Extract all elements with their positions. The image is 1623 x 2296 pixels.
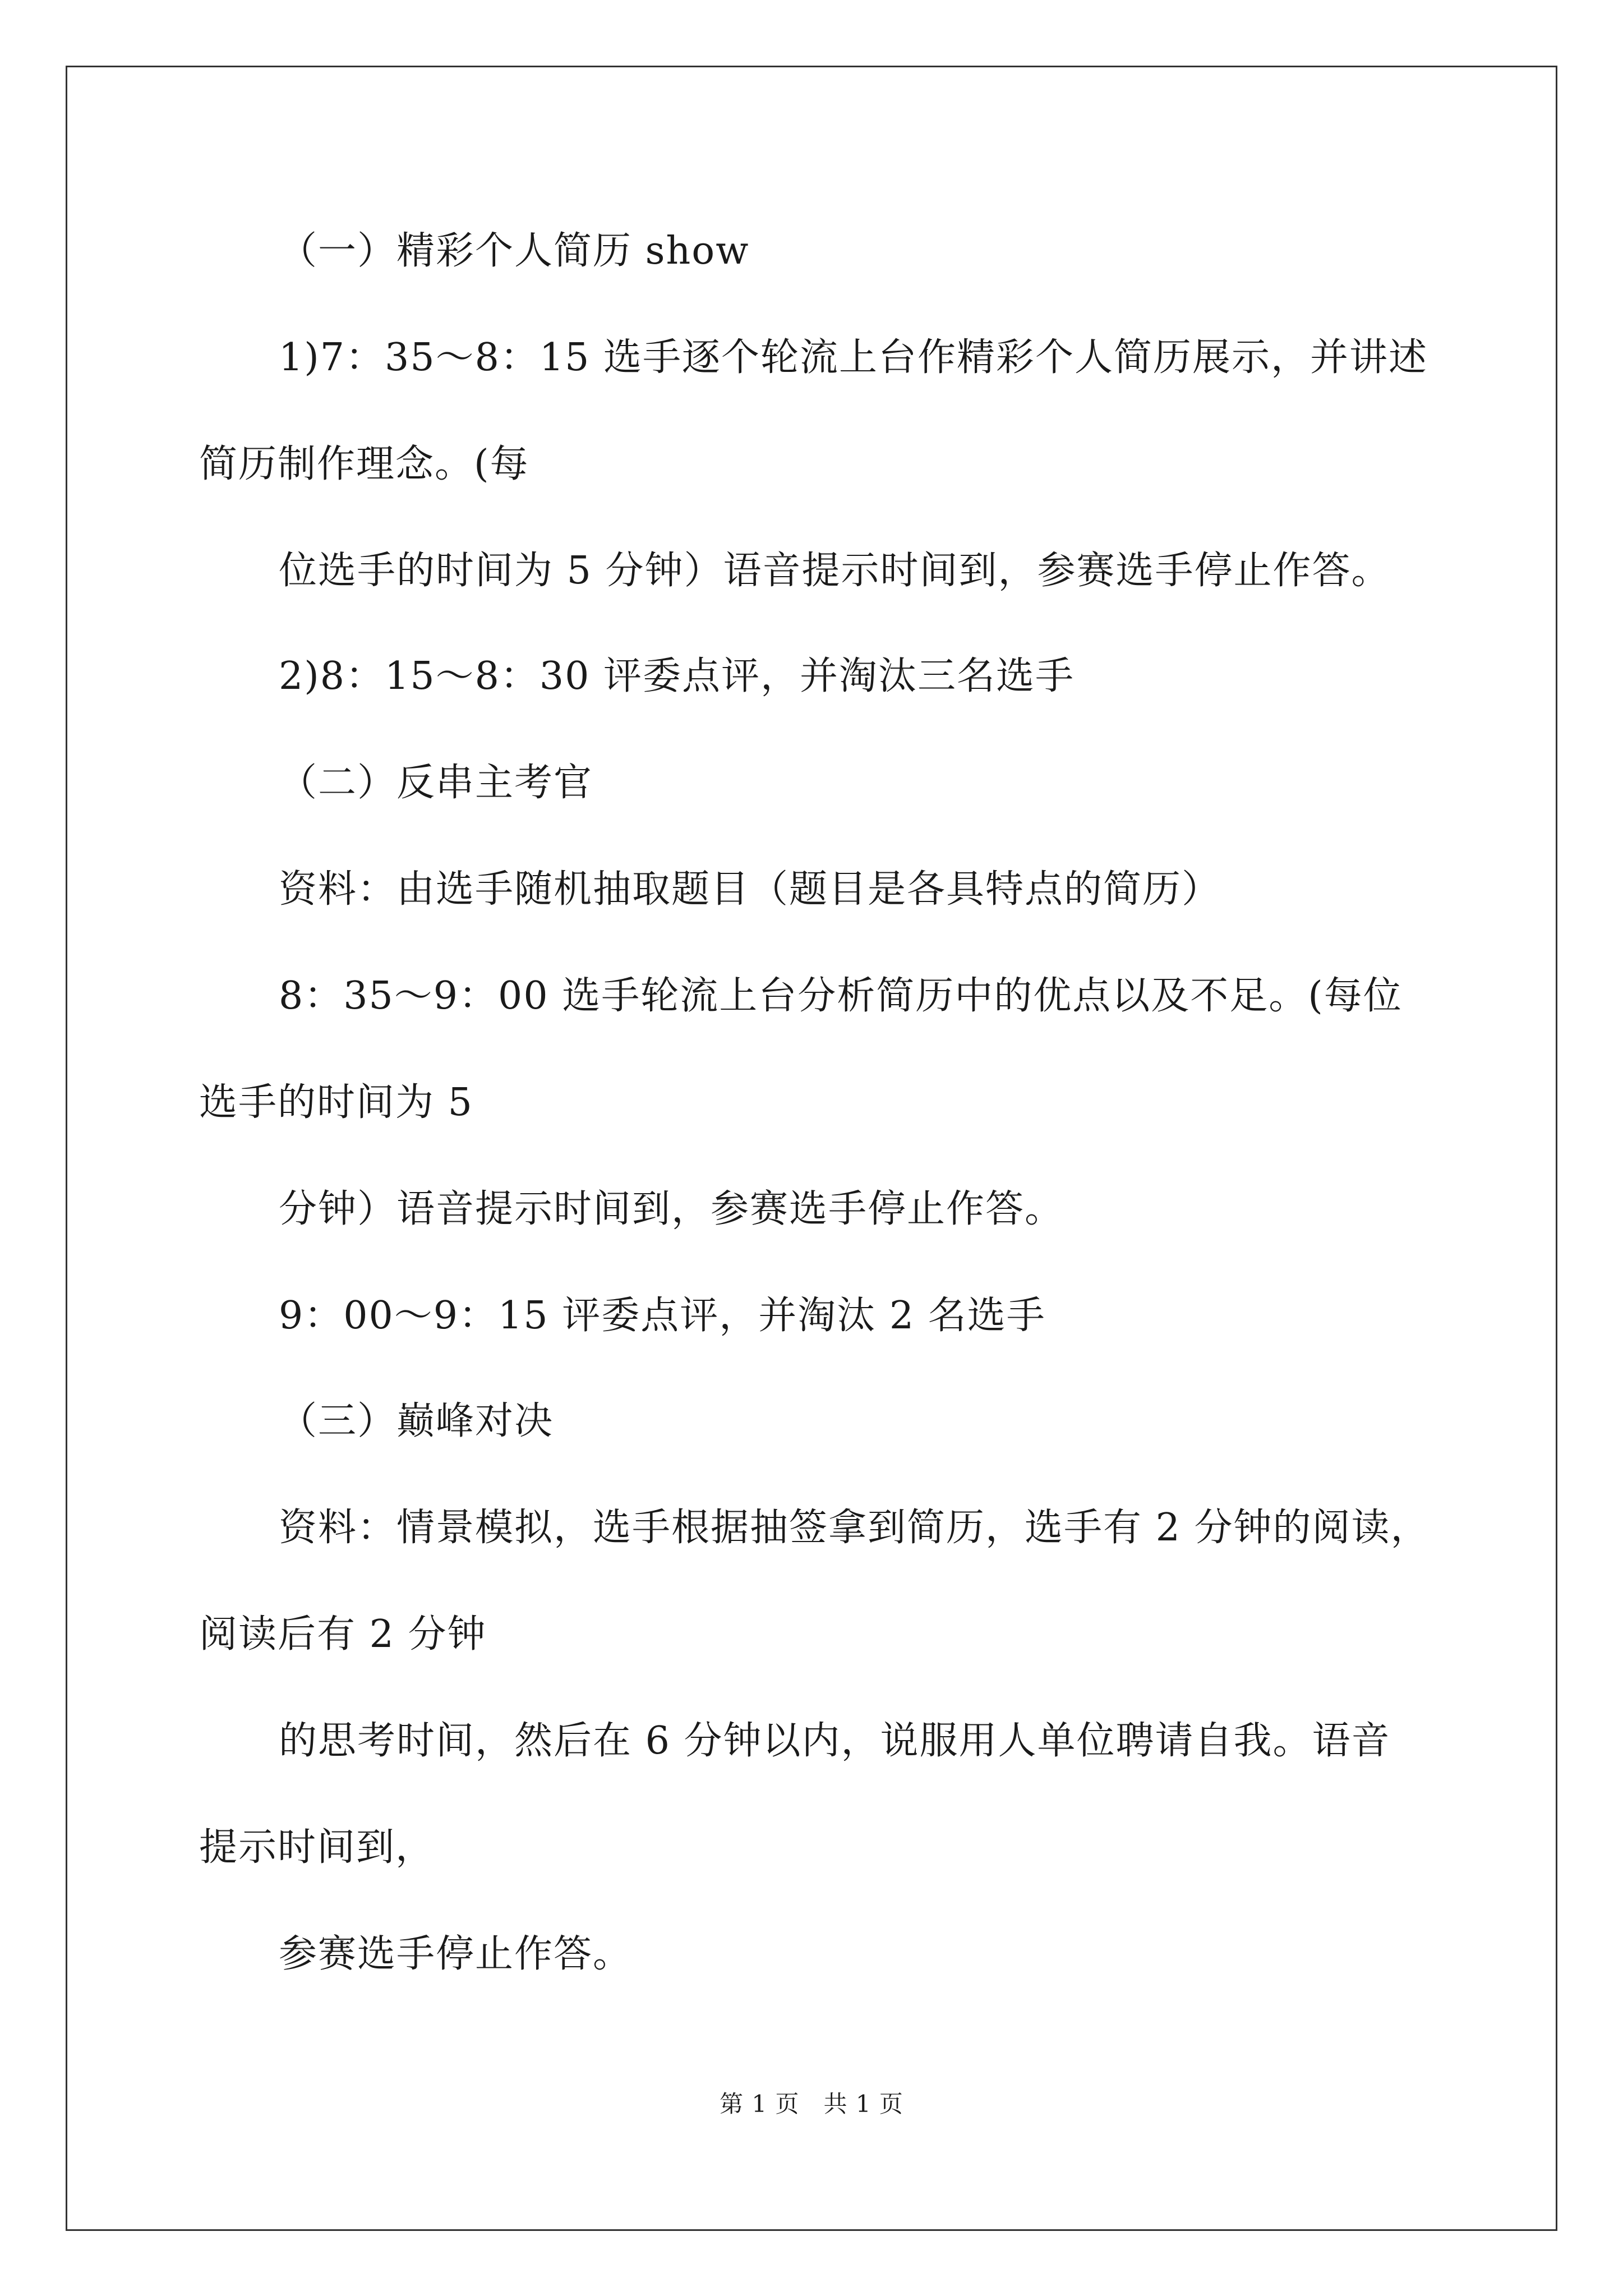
paragraph-line: 8：35～9：00 选手轮流上台分析简历中的优点以及不足。(每位 bbox=[279, 974, 1403, 1018]
paragraph-line: 参赛选手停止作答。 bbox=[279, 1932, 633, 1976]
paragraph-line: 9：00～9：15 评委点评，并淘汰 2 名选手 bbox=[279, 1294, 1046, 1338]
paragraph-line: 2)8：15～8：30 评委点评，并淘汰三名选手 bbox=[279, 654, 1075, 698]
section-heading-2: （二）反串主考官 bbox=[279, 761, 593, 805]
page-border bbox=[66, 66, 1557, 2231]
paragraph-line: 提示时间到， bbox=[199, 1825, 435, 1870]
paragraph-line: 的思考时间，然后在 6 分钟以内，说服用人单位聘请自我。语音 bbox=[279, 1719, 1391, 1763]
page-number-footer: 第 1 页 共 1 页 bbox=[720, 2090, 903, 2118]
paragraph-line: 1)7：35～8：15 选手逐个轮流上台作精彩个人简历展示，并讲述 bbox=[279, 335, 1428, 380]
paragraph-line: 资料：情景模拟，选手根据抽签拿到简历，选手有 2 分钟的阅读， bbox=[279, 1506, 1430, 1550]
section-heading-3: （三）巅峰对决 bbox=[279, 1399, 554, 1443]
paragraph-line: 位选手的时间为 5 分钟）语音提示时间到，参赛选手停止作答。 bbox=[279, 549, 1391, 593]
paragraph-line: 分钟）语音提示时间到，参赛选手停止作答。 bbox=[279, 1187, 1064, 1231]
paragraph-line: 选手的时间为 5 bbox=[199, 1080, 473, 1125]
paragraph-line: 简历制作理念。(每 bbox=[199, 442, 529, 486]
section-heading-1: （一）精彩个人简历 show bbox=[279, 229, 750, 273]
paragraph-line: 阅读后有 2 分钟 bbox=[199, 1612, 487, 1657]
paragraph-line: 资料：由选手随机抽取题目（题目是各具特点的简历） bbox=[279, 867, 1221, 912]
